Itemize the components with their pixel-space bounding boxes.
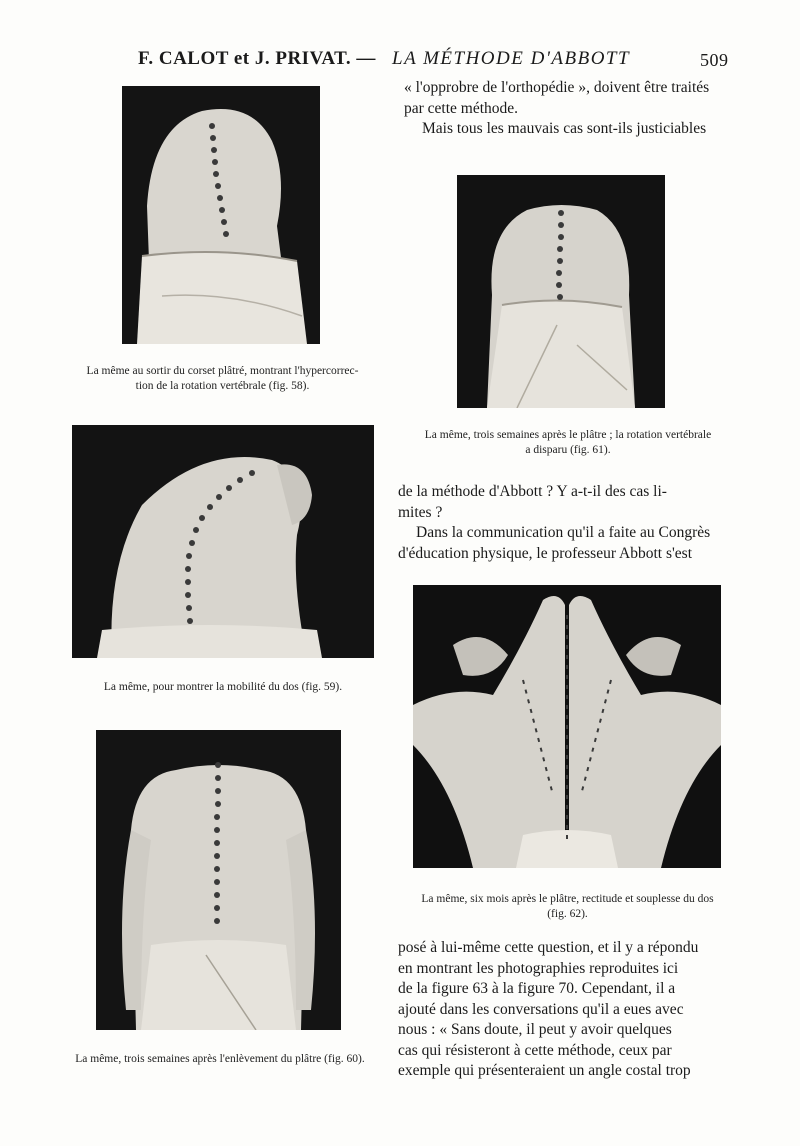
header-authors: F. CALOT et J. PRIVAT. — — [138, 48, 376, 69]
figure-61-caption — [398, 428, 738, 458]
body-line: posé à lui-même cette question, et il y a répondu — [398, 939, 699, 956]
figure-61-caption-line1: La même, trois semaines après le plâtre ; la rotation vertébrale — [424, 429, 712, 441]
body-line: exemple qui présenteraient un angle costal trop — [398, 1062, 691, 1079]
body-line: Dans la communication qu'il a faite au Congrès — [416, 524, 711, 541]
figure-61-photo — [457, 175, 665, 408]
body-text-block-3 — [398, 938, 728, 1082]
body-line: d'éducation physique, le professeur Abbott s'est — [398, 544, 693, 562]
page-number: 509 — [700, 50, 729, 70]
body-line: de la figure 63 à la figure 70. Cependant, il a — [398, 980, 676, 997]
figure-59-caption-text: La même, pour montrer la mobilité du dos (fig. 59). — [103, 681, 343, 693]
body-line: Mais tous les mauvais cas sont-ils justiciables — [422, 120, 707, 137]
header-title: LA MÉTHODE D'ABBOTT — [392, 48, 631, 69]
body-line: de la méthode d'Abbott ? Y a-t-il des cas li- — [398, 483, 667, 500]
figure-60-photo — [96, 730, 341, 1030]
body-line: nous : « Sans doute, il peut y avoir quelques — [398, 1021, 672, 1038]
figure-61-caption-line2: a disparu (fig. 61). — [525, 444, 611, 456]
figure-62-caption — [395, 892, 740, 922]
figure-58-caption-line1: La même au sortir du corset plâtré, montrant l'hypercorrec- — [86, 365, 359, 377]
figure-60-caption-text: La même, trois semaines après l'enlèvement du plâtre (fig. 60). — [75, 1053, 365, 1065]
figure-62-caption-line1: La même, six mois après le plâtre, rectitude et souplesse du dos — [421, 893, 714, 905]
figure-59-caption — [72, 680, 374, 695]
figure-62-caption-line2: (fig. 62). — [547, 908, 588, 920]
figure-62-photo — [413, 585, 721, 868]
body-line: mites ? — [398, 503, 443, 521]
running-header — [130, 44, 740, 74]
body-line: en montrant les photographies reproduites ici — [398, 959, 679, 977]
body-line: ajouté dans les conversations qu'il a eues avec — [398, 1000, 684, 1018]
figure-58-caption-line2: tion de la rotation vertébrale (fig. 58). — [135, 380, 310, 392]
figure-58-photo — [122, 86, 320, 344]
body-line: par cette méthode. — [404, 99, 519, 117]
body-text-block-2 — [398, 482, 728, 564]
body-line: cas qui résisteront à cette méthode, ceux par — [398, 1041, 672, 1059]
figure-60-caption — [55, 1052, 385, 1067]
figure-59-photo — [72, 425, 374, 658]
figure-58-caption — [55, 364, 390, 394]
body-text-block-1 — [404, 78, 728, 140]
body-line: « l'opprobre de l'orthopédie », doivent être traités — [404, 79, 710, 96]
